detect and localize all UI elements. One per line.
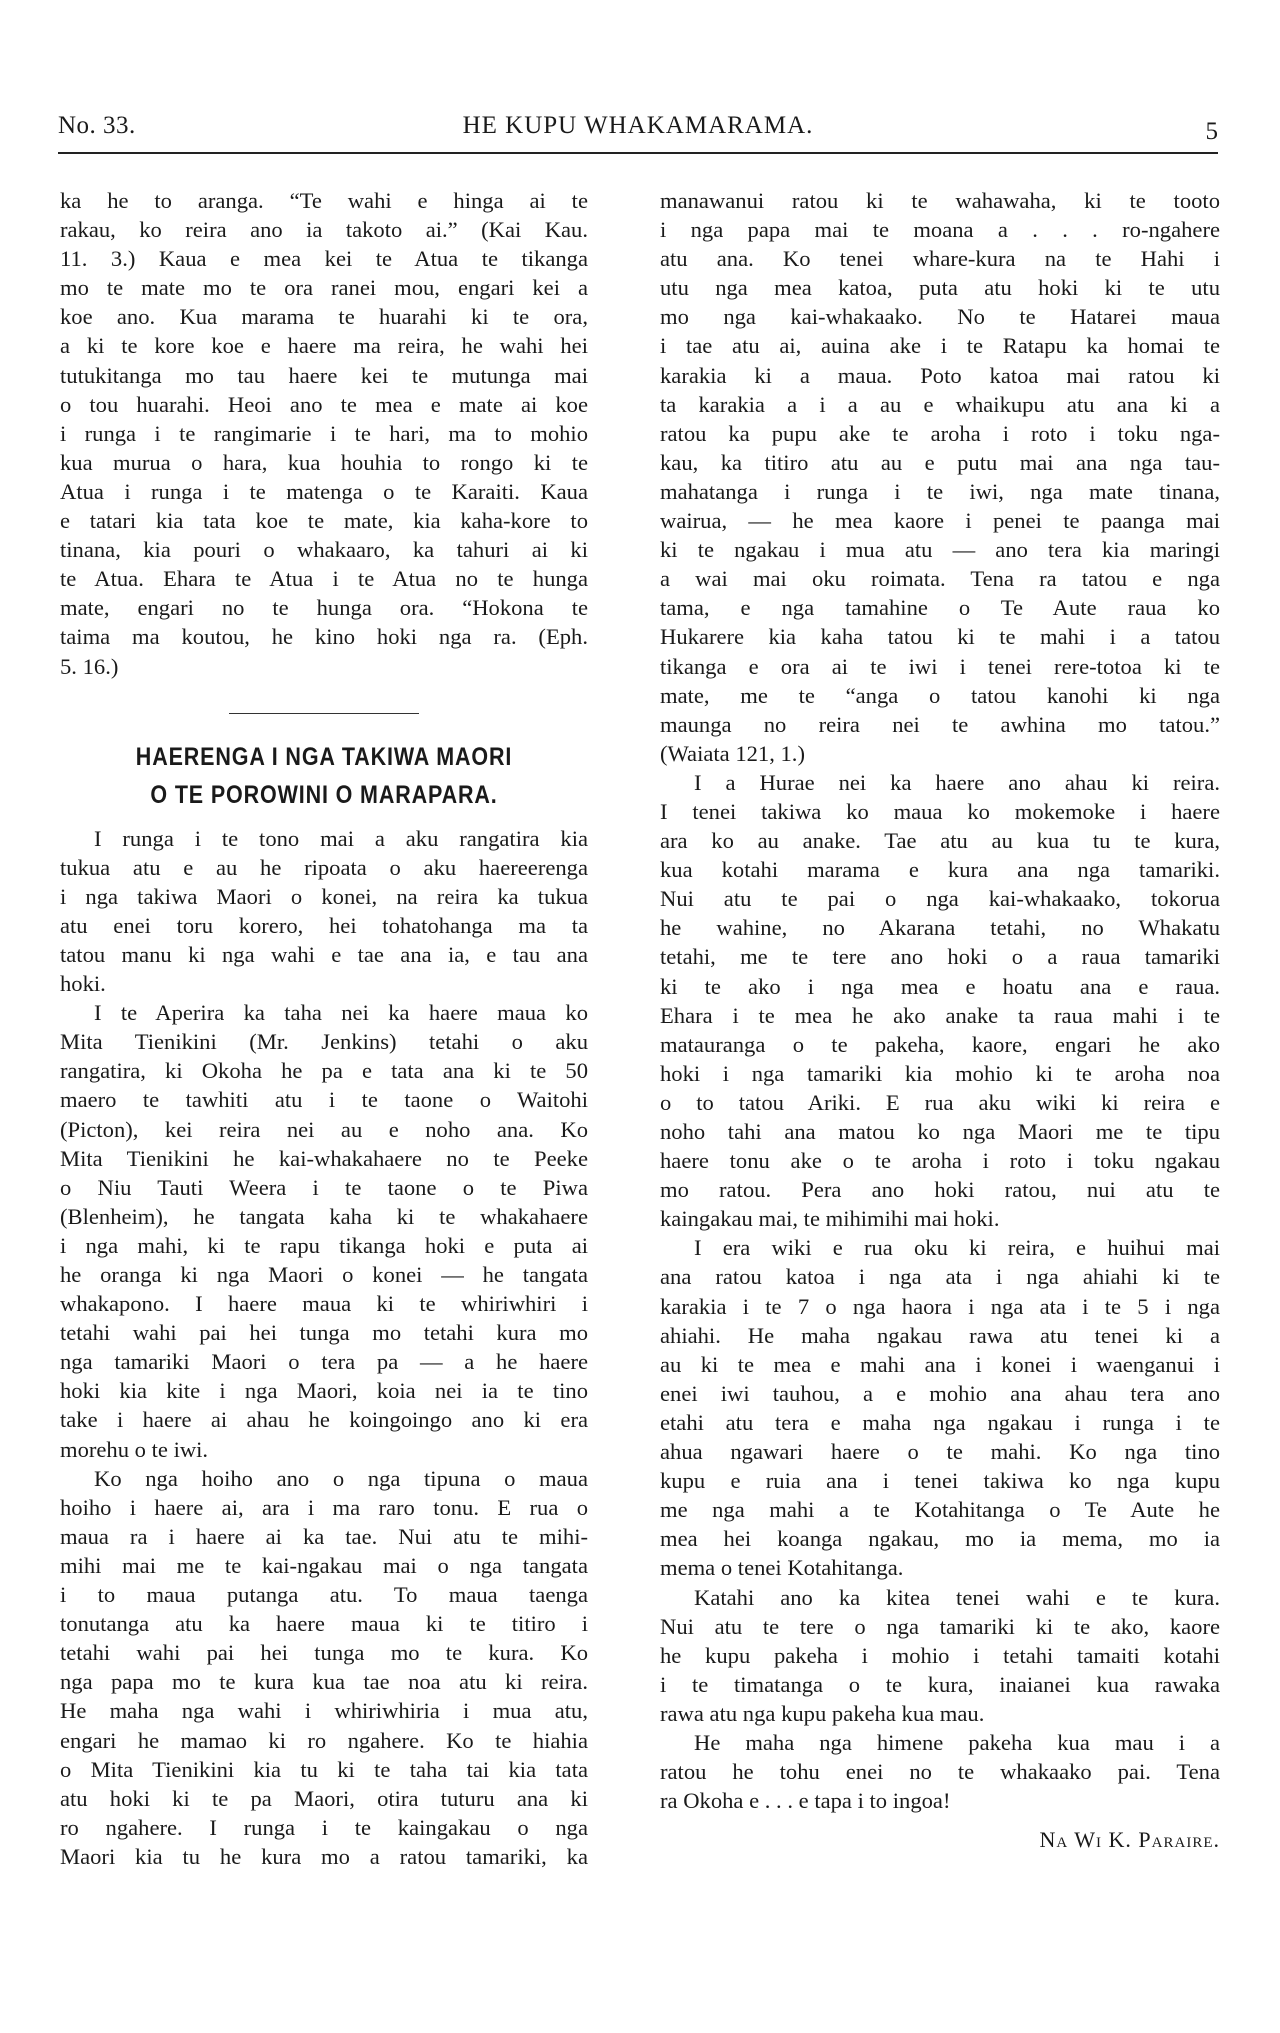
running-header: [58, 112, 1218, 154]
text-line: au ki te mea e mahi ana i konei i waenganui i: [660, 1351, 1220, 1377]
text-line: kaingakau mai, te mihimihi mai hoki.: [660, 1206, 1000, 1232]
text-line: kua murua o hara, kua houhia to rongo ki te: [60, 449, 588, 475]
text-line: (Picton), kei reira nei au e noho ana. Ko: [60, 1116, 588, 1142]
text-line: I a Hurae nei ka haere ano ahau ki reira.: [694, 769, 1220, 795]
text-line: I runga i te tono mai a aku rangatira kia: [94, 825, 588, 851]
text-line: mo ratou. Pera ano hoki ratou, nui atu te: [660, 1177, 1220, 1203]
text-line: engari he mamao ki ro ngahere. Ko te hiahia: [60, 1727, 588, 1753]
intro-paragraph: [60, 186, 588, 681]
issue-number: No. 33.: [58, 112, 136, 139]
text-line: ratou ka pupu ake te aroha i roto i toku nga-: [660, 420, 1220, 446]
text-line: me nga mahi a te Kotahitanga o Te Aute he: [660, 1497, 1220, 1523]
text-line: te Atua. Ehara te Atua i te Atua no te hunga: [60, 566, 588, 592]
text-line: i te timatanga o te kura, inaianei kua rawaka: [660, 1671, 1220, 1697]
paragraph: [660, 768, 1220, 1234]
text-line: Ko nga hoiho ano o nga tipuna o maua: [94, 1465, 588, 1491]
paragraph: [60, 998, 588, 1464]
text-line: I era wiki e rua oku ki reira, e huihui mai: [694, 1235, 1220, 1261]
text-line: noho tahi ana matou ko nga Maori me te tipu: [660, 1119, 1220, 1144]
text-line: ahua ngawari haere o te mahi. Ko nga tino: [660, 1439, 1220, 1465]
text-line: taima ma koutou, he kino hoki nga ra. (Eph.: [60, 624, 588, 650]
text-line: atu ana. Ko tenei whare-kura na te Hahi i: [660, 246, 1220, 272]
publication-title: HE KUPU WHAKAMARAMA.: [462, 112, 814, 139]
text-line: kau, ka titiro atu au e putu mai ana nga tau-: [660, 449, 1220, 475]
paragraph: [60, 1464, 588, 1871]
text-line: o tou huarahi. Heoi ano te mea e mate ai koe: [60, 391, 588, 417]
text-line: ki te ako i nga mea e hoatu ana e raua.: [660, 973, 1220, 999]
text-line: Mita Tienikini (Mr. Jenkins) tetahi o aku: [60, 1029, 588, 1055]
text-line: tetahi wahi pai hei tunga mo tetahi kura mo: [60, 1320, 588, 1346]
text-line: koe ano. Kua marama te huarahi ki te ora,: [60, 304, 588, 330]
text-line: Maori kia tu he kura mo a ratou tamariki, ka: [60, 1843, 588, 1869]
text-line: maua ra i haere ai ka tae. Nui atu te mihi-: [60, 1523, 588, 1549]
paragraph: [660, 1583, 1220, 1728]
text-line: ro ngahere. I runga i te kaingakau o nga: [60, 1814, 588, 1840]
text-line: He maha nga himene pakeha kua mau i a: [694, 1729, 1220, 1755]
text-line: Nui atu te tere o nga tamariki ki te ako, kaore: [660, 1613, 1220, 1639]
heading-line-2: O TE POROWINI O MARAPARA.: [150, 780, 498, 809]
text-line: kua kotahi marama e kura ana nga tamariki.: [660, 857, 1220, 883]
text-line: rawa atu nga kupu pakeha kua mau.: [660, 1700, 985, 1726]
text-line: tonutanga atu ka haere maua ki te titiro i: [60, 1611, 588, 1637]
heading-line-1: HAERENGA I NGA TAKIWA MAORI: [135, 742, 513, 771]
text-line: take i haere ai ahau he koingoingo ano ki era: [60, 1407, 588, 1433]
text-line: tukua atu e au he ripoata o aku haereerenga: [60, 854, 588, 880]
text-line: haere tonu ake o te aroha i roto i toku ngakau: [660, 1148, 1220, 1174]
text-line: o Mita Tienikini kia tu ki te taha tai kia tata: [60, 1756, 588, 1782]
text-line: he oranga ki nga Maori o konei — he tangata: [60, 1262, 588, 1287]
text-line: mo nga kai-whakaako. No te Hatarei maua: [660, 304, 1220, 330]
text-line: I tenei takiwa ko maua ko mokemoke i haere: [660, 798, 1220, 824]
text-line: ka he to aranga. “Te wahi e hinga ai te: [60, 188, 588, 213]
text-line: whakapono. I haere maua ki te whiriwhiri i: [60, 1291, 588, 1317]
text-line: o Niu Tauti Weera i te taone o te Piwa: [60, 1174, 588, 1200]
text-line: mo te mate mo te ora ranei mou, engari kei a: [60, 275, 588, 301]
text-line: i nga takiwa Maori o konei, na reira ka tukua: [60, 883, 588, 909]
text-line: 5. 16.): [60, 653, 119, 679]
text-line: (Waiata 121, 1.): [660, 740, 805, 766]
text-line: e tatari kia tata koe te mate, kia kaha-kore to: [60, 508, 588, 534]
text-line: tikanga e ora ai te iwi i tenei rere-totoa ki te: [660, 653, 1220, 679]
left-column: [60, 186, 588, 1871]
text-line: maero te tawhiti atu i te taone o Waitohi: [60, 1087, 588, 1113]
text-line: o to tatou Ariki. E rua aku wiki ki reira e: [660, 1089, 1220, 1115]
text-line: Nui atu te pai o nga kai-whakaako, tokorua: [660, 886, 1220, 912]
text-line: ratou he tohu enei no te whakaako pai. Tena: [660, 1759, 1220, 1785]
text-line: mate, me te “anga o tatou kanohi ki nga: [660, 682, 1220, 708]
text-line: mahatanga i runga i te iwi, nga mate tinana,: [660, 478, 1220, 504]
text-line: ta karakia a i a au e whaikupu atu ana ki a: [660, 391, 1220, 417]
text-line: i to maua putanga atu. To maua taenga: [60, 1582, 588, 1608]
text-line: i runga i te rangimarie i te hari, ma to mohio: [60, 420, 588, 446]
text-line: 11. 3.) Kaua e mea kei te Atua te tikanga: [60, 246, 588, 272]
text-line: ana ratou katoa i nga ata i nga ahiahi ki te: [660, 1264, 1220, 1290]
text-line: Hukarere kia kaha tatou ki te mahi i a tatou: [660, 624, 1220, 650]
text-line: hoki i nga tamariki kia mohio ki te aroha noa: [660, 1060, 1220, 1086]
text-line: tama, e nga tamahine o Te Aute raua ko: [660, 595, 1220, 621]
article-heading: [60, 738, 588, 814]
author-signature: Na Wi K. Paraire.: [1039, 1827, 1220, 1853]
text-line: enei iwi tauhou, a e mohio ana ahau tera ano: [660, 1380, 1220, 1406]
text-line: Katahi ano ka kitea tenei wahi e te kura.: [694, 1584, 1220, 1610]
text-line: kupu e ruia ana i tenei takiwa ko nga kupu: [660, 1468, 1220, 1494]
text-line: Ehara i te mea he ako anake ta raua mahi i te: [660, 1002, 1220, 1028]
text-line: (Blenheim), he tangata kaha ki te whakahaere: [60, 1203, 588, 1229]
text-line: tatou manu ki nga wahi e tae ana ia, e tau ana: [60, 941, 588, 967]
text-line: mate, engari no te hunga ora. “Hokona te: [60, 595, 588, 621]
text-line: ra Okoha e . . . e tapa i to ingoa!: [660, 1788, 951, 1814]
text-line: matauranga o te pakeha, kaore, engari he ako: [660, 1031, 1220, 1057]
text-line: rakau, ko reira ano ia takoto ai.” (Kai Kau.: [60, 217, 588, 243]
text-line: atu hoki ki te pa Maori, otira tuturu ana ki: [60, 1785, 588, 1811]
text-line: i nga papa mai te moana a . . . ro-ngahere: [660, 217, 1220, 243]
text-line: ahiahi. He maha ngakau rawa atu tenei ki a: [660, 1322, 1220, 1348]
text-line: maunga no reira nei te awhina mo tatou.”: [660, 711, 1220, 737]
text-line: utu nga mea katoa, puta atu hoki ki te utu: [660, 275, 1220, 301]
text-line: hoki kia kite i nga Maori, koia nei ia te tino: [60, 1378, 588, 1404]
text-line: atu enei toru korero, hei tohatohanga ma ta: [60, 912, 588, 938]
text-line: nga papa mo te kura kua tae noa atu ki reira.: [60, 1669, 588, 1695]
text-line: mema o tenei Kotahitanga.: [660, 1555, 904, 1581]
text-line: etahi atu tera e maha nga ngakau i runga i te: [660, 1409, 1220, 1435]
text-line: tinana, kia pouri o whakaaro, ka tahuri ai ki: [60, 537, 588, 563]
text-line: mea hei koanga ngakau, mo ia mema, mo ia: [660, 1526, 1220, 1552]
text-line: mihi mai me te kai-ngakau mai o nga tangata: [60, 1552, 588, 1578]
text-line: hoiho i haere ai, ara i ma raro tonu. E rua o: [60, 1494, 588, 1520]
text-line: karakia i te 7 o nga haora i nga ata i te 5 i nga: [660, 1293, 1220, 1319]
text-line: morehu o te iwi.: [60, 1436, 209, 1462]
section-divider: [229, 713, 419, 714]
text-line: a ki te kore koe e haere ma reira, he wahi hei: [60, 333, 588, 359]
text-line: I te Aperira ka taha nei ka haere maua ko: [94, 1000, 588, 1026]
paragraph-continued: [660, 186, 1220, 768]
text-line: nga tamariki Maori o tera pa — a he haere: [60, 1349, 588, 1375]
text-line: tetahi, me te tere ano hoki o a raua tamariki: [660, 944, 1220, 970]
text-line: ki te ngakau i mua atu — ano tera kia maringi: [660, 537, 1220, 563]
text-line: tutukitanga mo tau haere kei te mutunga mai: [60, 362, 588, 388]
paragraph: [60, 824, 588, 999]
text-line: wairua, — he mea kaore i penei te paanga mai: [660, 508, 1220, 534]
text-line: i tae atu ai, auina ake i te Ratapu ka homai te: [660, 333, 1220, 359]
text-line: ara ko au anake. Tae atu au kua tu te kura,: [660, 828, 1220, 854]
text-line: manawanui ratou ki te wahawaha, ki te tooto: [660, 188, 1220, 213]
paragraph: [660, 1233, 1220, 1582]
text-line: he wahine, no Akarana tetahi, no Whakatu: [660, 915, 1220, 941]
text-line: karakia ki a maua. Poto katoa mai ratou ki: [660, 362, 1220, 388]
paragraph: [660, 1728, 1220, 1815]
text-line: a wai mai oku roimata. Tena ra tatou e nga: [660, 566, 1220, 592]
page-number: 5: [1205, 118, 1218, 145]
text-line: He maha nga wahi i whiriwhiria i mua atu,: [60, 1698, 588, 1724]
text-line: Mita Tienikini he kai-whakahaere no te Peeke: [60, 1145, 588, 1171]
text-line: rangatira, ki Okoha he pa e tata ana ki te 50: [60, 1058, 588, 1084]
text-line: Atua i runga i te matenga o te Karaiti. Kaua: [60, 478, 588, 504]
text-line: he kupu pakeha i mohio i tetahi tamaiti kotahi: [660, 1642, 1220, 1668]
text-line: tetahi wahi pai hei tunga mo te kura. Ko: [60, 1640, 588, 1666]
text-line: i nga mahi, ki te rapu tikanga hoki e puta ai: [60, 1232, 588, 1258]
right-column: [660, 186, 1220, 1854]
text-line: hoki.: [60, 971, 106, 997]
